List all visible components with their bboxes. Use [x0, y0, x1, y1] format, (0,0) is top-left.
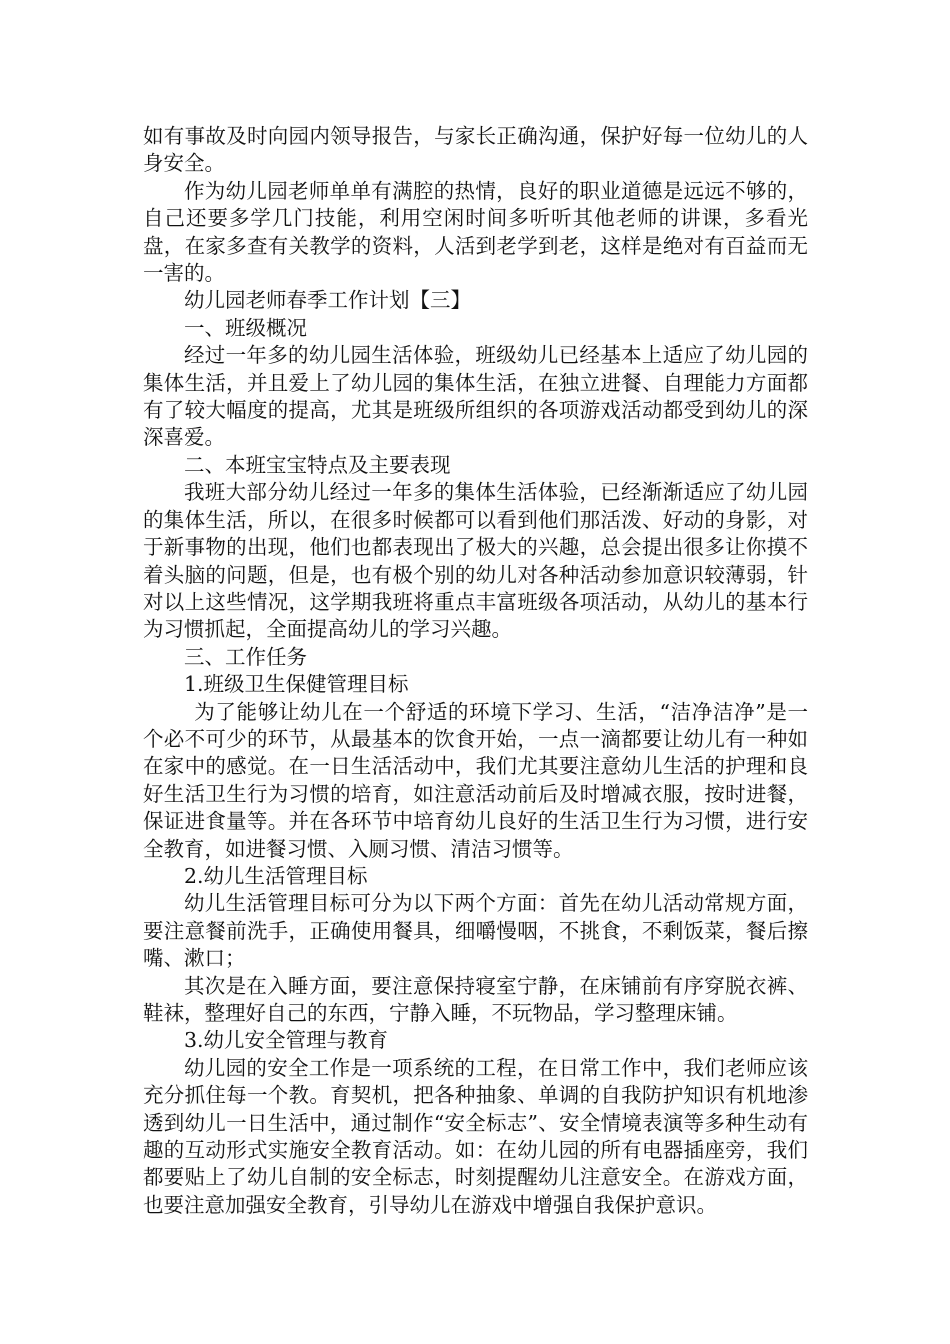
- heading: 一、班级概况: [184, 315, 307, 340]
- subheading: 2.幼儿生活管理目标: [184, 863, 368, 888]
- heading: 二、本班宝宝特点及主要表现: [184, 452, 451, 477]
- paragraph: 幼儿生活管理目标可分为以下两个方面：首先在幼儿活动常规方面，要注意餐前洗手，正确使用餐具，细嚼慢咽，不挑食，不剩饭菜，餐后擦嘴、漱口；: [143, 891, 808, 971]
- paragraph: 幼儿园的安全工作是一项系统的工程，在日常工作中，我们老师应该充分抓住每一个教。育契机，把各种抽象、单调的自我防护知识有机地渗透到幼儿一日生活中，通过制作“安全标志”、安全情境表演等多种生动有趣的互动形式实施安全教育活动。如：在幼儿园的所有电器插座旁，我们都要贴上了幼儿自制的安全标志，时刻提醒幼儿注意安全。在游戏方面，也要注意加强安全教育，引导幼儿在游戏中增强自我保护意识。: [143, 1055, 808, 1217]
- section-title: 幼儿园老师春季工作计划【三】: [184, 288, 471, 313]
- document-body: [143, 123, 808, 1219]
- paragraph: 作为幼儿园老师单单有满腔的热情，良好的职业道德是远远不够的，自己还要多学几门技能，利用空闲时间多听听其他老师的讲课，多看光盘，在家多查有关教学的资料，人活到老学到老，这样是绝对有百益而无一害的。: [143, 178, 808, 286]
- paragraph: 为了能够让幼儿在一个舒适的环境下学习、生活，“洁净洁净”是一个必不可少的环节，从最基本的饮食开始，一点一滴都要让幼儿有一种如在家中的感觉。在一日生活活动中，我们尤其要注意幼儿生活的护理和良好生活卫生行为习惯的培育，如注意活动前后及时增减衣服，按时进餐，保证进食量等。并在各环节中培育幼儿良好的生活卫生行为习惯，进行安全教育，如进餐习惯、入厕习惯、清洁习惯等。: [143, 699, 808, 861]
- paragraph: 经过一年多的幼儿园生活体验，班级幼儿已经基本上适应了幼儿园的集体生活，并且爱上了幼儿园的集体生活，在独立进餐、自理能力方面都有了较大幅度的提高，尤其是班级所组织的各项游戏活动都受到幼儿的深深喜爱。: [143, 343, 808, 450]
- subheading: 1.班级卫生保健管理目标: [184, 672, 409, 697]
- paragraph: 如有事故及时向园内领导报告，与家长正确沟通，保护好每一位幼儿的人身安全。: [143, 124, 808, 176]
- subheading: 3.幼儿安全管理与教育: [184, 1028, 389, 1053]
- paragraph: 我班大部分幼儿经过一年多的集体生活体验，已经渐渐适应了幼儿园的集体生活，所以，在很多时候都可以看到他们那活泼、好动的身影，对于新事物的出现，他们也都表现出了极大的兴趣，总会提出很多让你摸不着头脑的问题，但是，也有极个别的幼儿对各种活动参加意识较薄弱，针对以上这些情况，这学期我班将重点丰富班级各项活动，从幼儿的基本行为习惯抓起，全面提高幼儿的学习兴趣。: [143, 480, 808, 642]
- paragraph: 其次是在入睡方面，要注意保持寝室宁静，在床铺前有序穿脱衣裤、鞋袜，整理好自己的东西，宁静入睡，不玩物品，学习整理床铺。: [143, 973, 808, 1025]
- heading: 三、工作任务: [184, 644, 307, 669]
